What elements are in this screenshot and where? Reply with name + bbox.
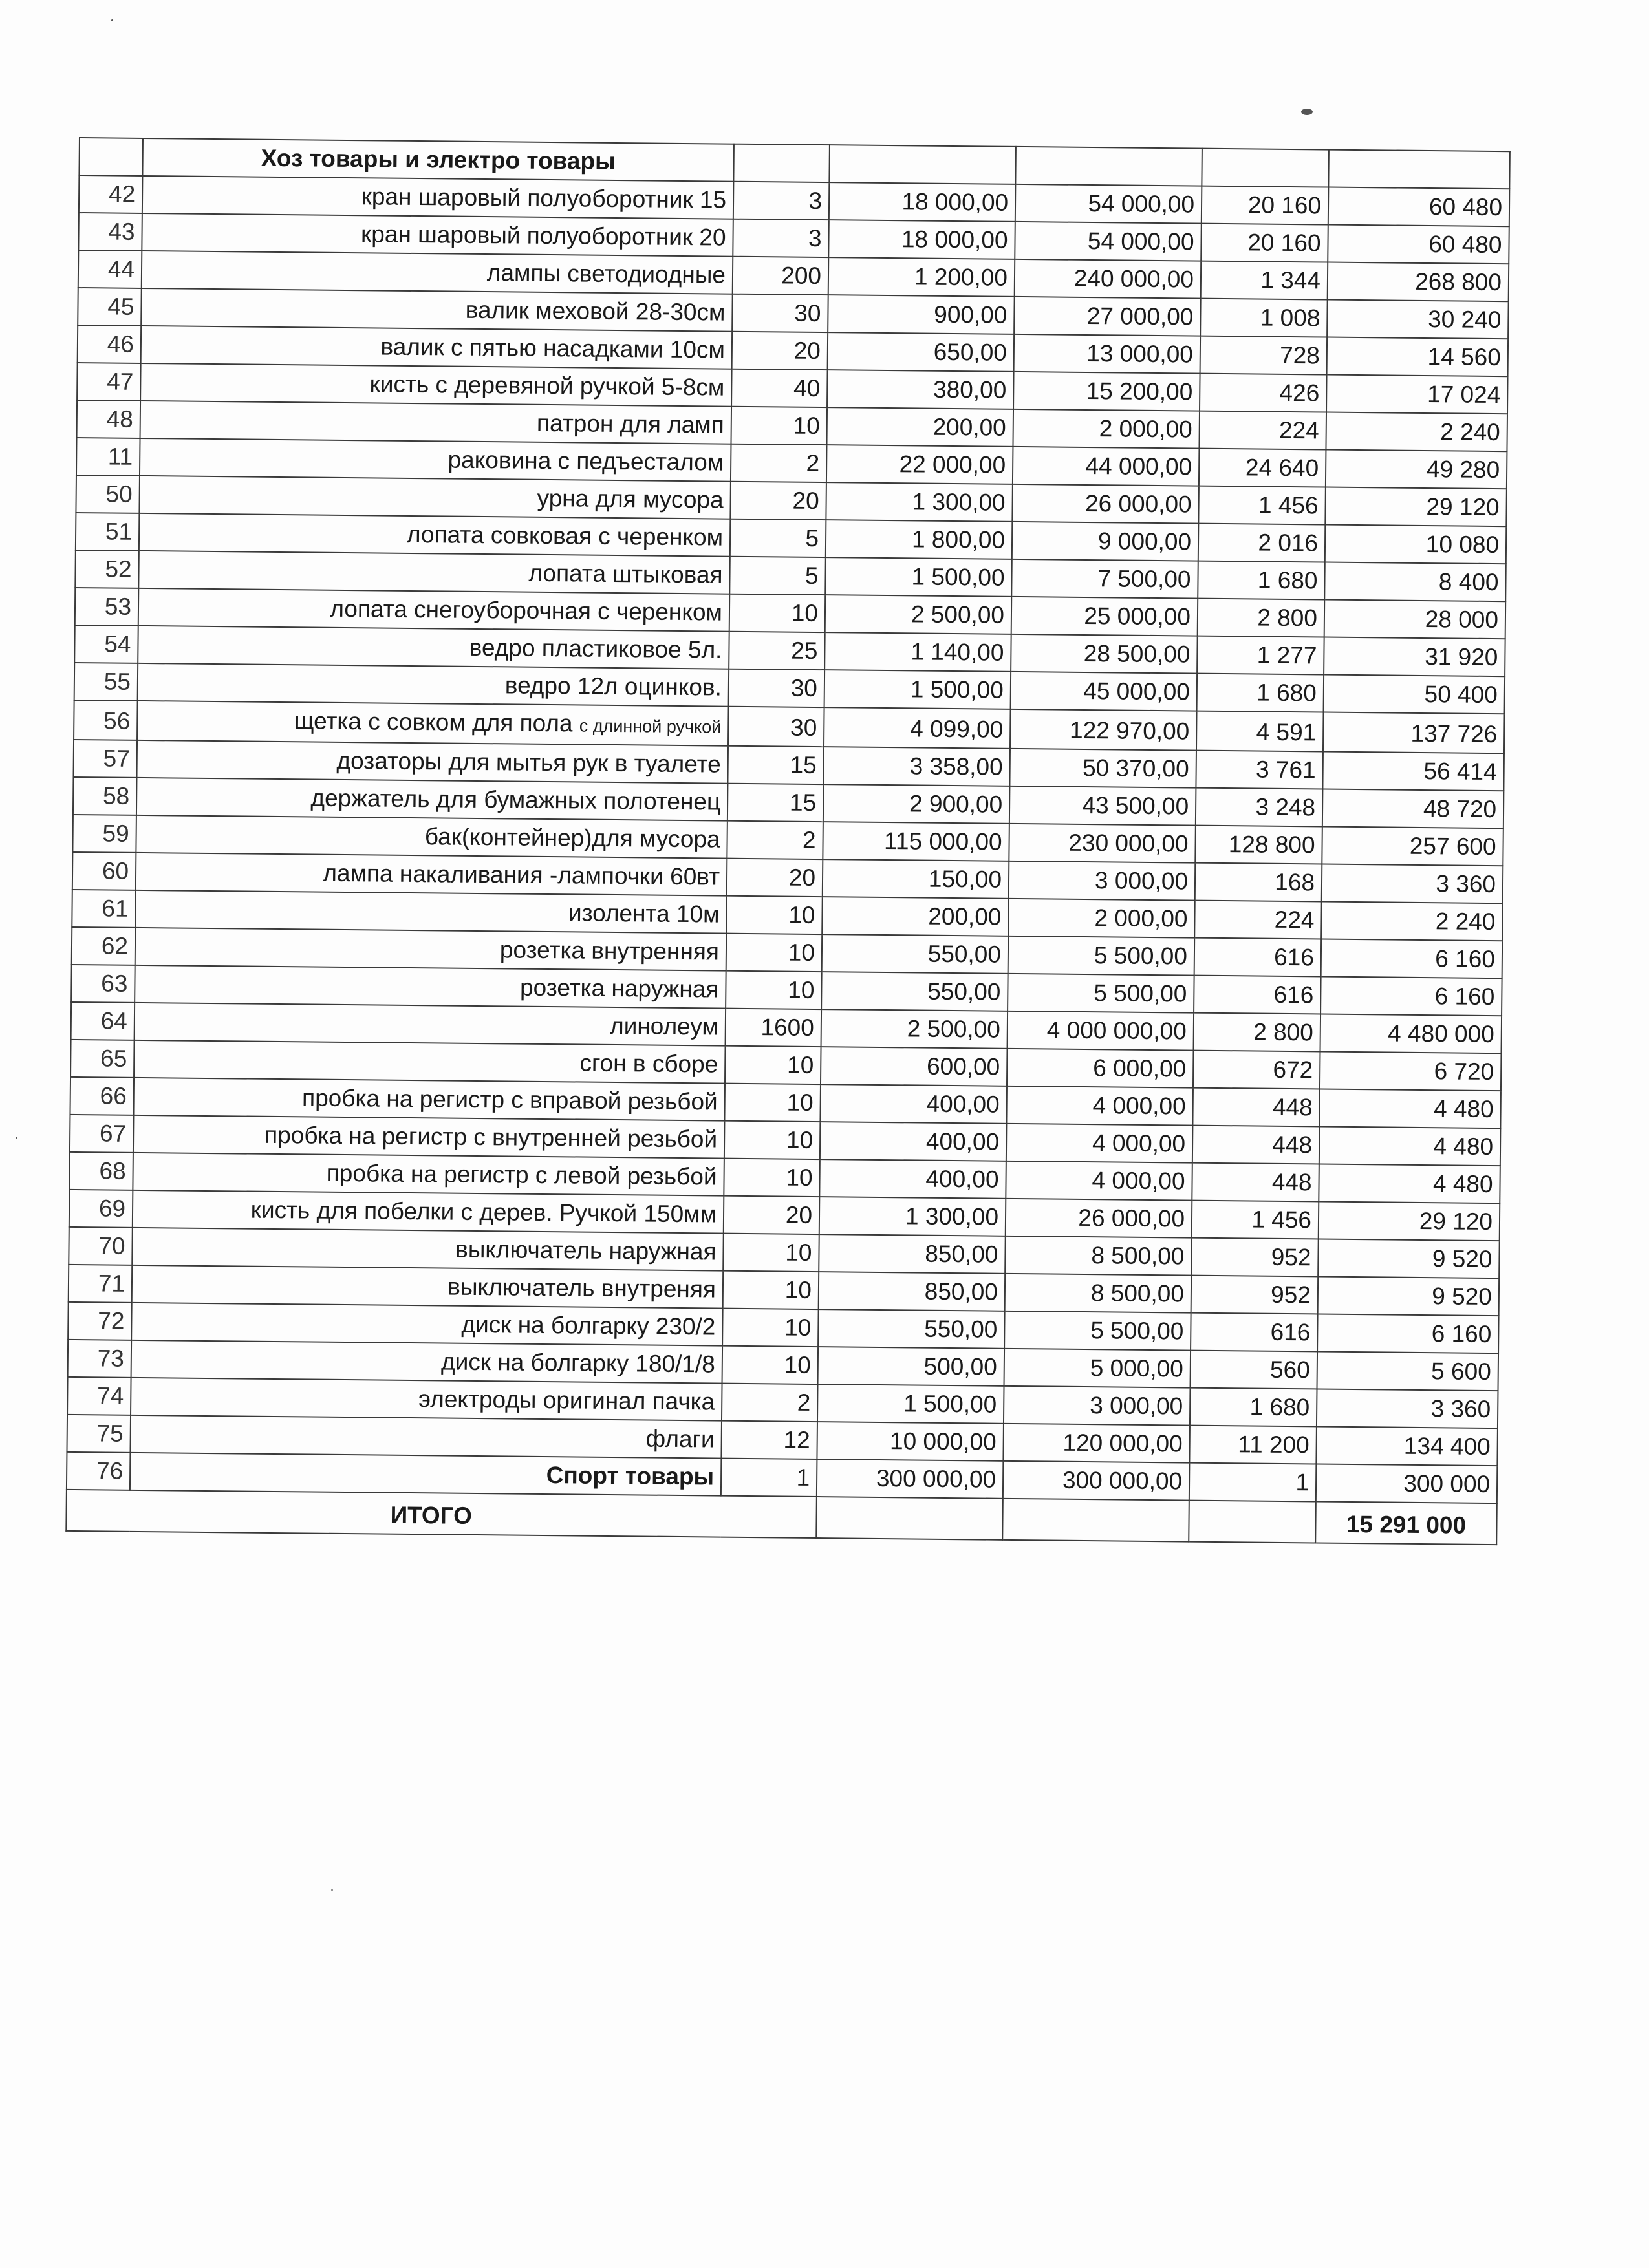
- sum-cell: 4 000 000,00: [1008, 1011, 1194, 1051]
- item-name-cell: лопата совковая с черенком: [139, 513, 731, 557]
- item-name-cell: [137, 701, 729, 746]
- quantity-cell: 10: [724, 1084, 821, 1122]
- quantity-cell: 20: [730, 482, 826, 520]
- unit-price-cell: 150,00: [823, 859, 1009, 899]
- sum-with-markup-cell: 48 720: [1322, 789, 1504, 829]
- item-name-cell: бак(контейнер)для мусора: [136, 815, 727, 859]
- unit-price-cell: 10 000,00: [817, 1422, 1004, 1461]
- unit-price-with-markup-cell: 11 200: [1189, 1426, 1317, 1464]
- unit-price-with-markup-cell: 1 277: [1197, 636, 1324, 675]
- unit-price-cell: 1 500,00: [825, 557, 1012, 597]
- row-number-cell: 56: [74, 700, 138, 740]
- quantity-cell: 10: [725, 1046, 821, 1084]
- quantity-cell: 10: [722, 1309, 819, 1347]
- total-label: ИТОГО: [66, 1490, 817, 1538]
- header-empty-cell: [1202, 149, 1329, 187]
- item-name-text: щетка с совком для пола: [294, 707, 573, 737]
- sum-with-markup-cell: 9 520: [1318, 1239, 1500, 1278]
- item-name-cell: лопата снегоуборочная с черенком: [138, 588, 730, 632]
- unit-price-cell: 18 000,00: [828, 220, 1015, 259]
- unit-price-cell: 1 140,00: [824, 632, 1011, 672]
- row-number-cell: 44: [78, 250, 142, 288]
- sum-cell: 3 000,00: [1004, 1386, 1191, 1426]
- quantity-cell: 10: [726, 971, 822, 1009]
- unit-price-cell: 900,00: [828, 295, 1015, 334]
- row-number-cell: 48: [77, 400, 141, 438]
- item-name-cell: ведро пластиковое 5л.: [138, 626, 729, 669]
- sum-with-markup-cell: 17 024: [1326, 375, 1508, 414]
- quantity-cell: 10: [722, 1346, 819, 1384]
- unit-price-cell: 1 500,00: [824, 670, 1011, 709]
- sum-with-markup-cell: 60 480: [1328, 187, 1510, 227]
- sum-cell: 50 370,00: [1009, 749, 1196, 788]
- header-empty-cell: [1015, 147, 1202, 186]
- unit-price-with-markup-cell: 1 680: [1190, 1388, 1317, 1427]
- quantity-cell: 2: [722, 1384, 818, 1422]
- unit-price-with-markup-cell: 1 344: [1201, 261, 1328, 300]
- sum-cell: 300 000,00: [1003, 1461, 1190, 1501]
- quantity-cell: 10: [724, 1159, 820, 1197]
- sum-cell: 2 000,00: [1008, 899, 1195, 938]
- unit-price-with-markup-cell: 616: [1194, 938, 1322, 977]
- sum-with-markup-cell: 10 080: [1325, 525, 1507, 564]
- sum-cell: 54 000,00: [1015, 184, 1202, 224]
- quantity-cell: 20: [727, 859, 823, 897]
- total-value: 15 291 000: [1315, 1501, 1497, 1545]
- sum-cell: 8 500,00: [1005, 1236, 1192, 1276]
- item-name-cell: кран шаровый полуоборотник 15: [142, 176, 734, 219]
- unit-price-cell: 200,00: [822, 897, 1009, 936]
- quantity-cell: 15: [727, 746, 824, 784]
- item-name-cell: пробка на регистр с вправой резьбой: [133, 1078, 725, 1121]
- quantity-cell: 10: [724, 1121, 821, 1159]
- sum-cell: 5 500,00: [1004, 1311, 1191, 1351]
- item-name-cell: выключатель наружная: [132, 1228, 724, 1271]
- unit-price-with-markup-cell: 168: [1195, 863, 1322, 902]
- scan-speck: [16, 1137, 17, 1139]
- quantity-cell: 25: [729, 632, 825, 670]
- unit-price-cell: 200,00: [826, 407, 1013, 447]
- sum-with-markup-cell: 257 600: [1322, 827, 1503, 866]
- quantity-cell: 30: [729, 669, 825, 707]
- row-number-cell: 59: [72, 815, 136, 853]
- unit-price-with-markup-cell: 952: [1191, 1276, 1319, 1314]
- item-name-cell: ведро 12л оцинков.: [138, 663, 729, 707]
- row-number-cell: 68: [69, 1152, 133, 1190]
- scan-speck: [331, 1889, 333, 1891]
- sum-cell: 13 000,00: [1014, 334, 1201, 374]
- row-number-cell: 43: [78, 213, 142, 251]
- sum-with-markup-cell: 6 160: [1321, 939, 1503, 978]
- quantity-cell: 5: [729, 557, 826, 595]
- sum-with-markup-cell: 4 480: [1319, 1164, 1500, 1203]
- sum-with-markup-cell: 30 240: [1327, 300, 1509, 339]
- sum-with-markup-cell: 4 480: [1319, 1089, 1501, 1128]
- sum-cell: 15 200,00: [1013, 372, 1200, 411]
- row-number-cell: 57: [73, 740, 137, 778]
- sum-with-markup-cell: 2 240: [1321, 902, 1503, 941]
- sum-cell: 2 000,00: [1013, 409, 1200, 449]
- unit-price-with-markup-cell: 1 680: [1198, 561, 1325, 600]
- unit-price-cell: 380,00: [827, 370, 1014, 409]
- sum-cell: 5 500,00: [1008, 974, 1194, 1013]
- item-name-cell: диск на болгарку 180/1/8: [131, 1340, 723, 1384]
- unit-price-cell: 1 300,00: [826, 482, 1013, 522]
- unit-price-with-markup-cell: 1 456: [1198, 486, 1326, 525]
- quantity-cell: 1: [721, 1459, 817, 1497]
- sum-cell: 120 000,00: [1003, 1424, 1190, 1463]
- unit-price-with-markup-cell: 728: [1200, 336, 1328, 375]
- sum-cell: 4 000,00: [1006, 1124, 1193, 1163]
- section-title: Хоз товары и электро товары: [142, 138, 734, 182]
- item-name-cell: выключатель внутреняя: [132, 1265, 724, 1309]
- unit-price-cell: 400,00: [820, 1084, 1007, 1124]
- quantity-cell: 2: [727, 821, 823, 859]
- unit-price-cell: 3 358,00: [823, 747, 1010, 786]
- unit-price-cell: 550,00: [821, 972, 1008, 1011]
- sum-with-markup-cell: 28 000: [1324, 600, 1506, 639]
- unit-price-cell: 115 000,00: [823, 822, 1009, 861]
- sum-cell: 240 000,00: [1015, 259, 1202, 299]
- unit-price-cell: 600,00: [821, 1047, 1008, 1086]
- item-name-cell: держатель для бумажных полотенец: [136, 778, 728, 821]
- unit-price-with-markup-cell: 616: [1191, 1313, 1318, 1352]
- row-number-cell: 52: [75, 550, 139, 588]
- item-name-cell: электроды оригинал пачка: [131, 1378, 722, 1421]
- sum-cell: 45 000,00: [1011, 672, 1198, 711]
- sum-cell: 43 500,00: [1009, 786, 1196, 826]
- item-name-cell: кран шаровый полуоборотник 20: [142, 213, 733, 257]
- sum-cell: 25 000,00: [1011, 597, 1198, 636]
- item-name-cell: Спорт товары: [130, 1453, 722, 1496]
- row-number-cell: 61: [72, 890, 136, 928]
- unit-price-cell: 22 000,00: [826, 445, 1013, 484]
- item-name-cell: флаги: [130, 1415, 722, 1459]
- sum-with-markup-cell: 29 120: [1319, 1201, 1500, 1241]
- total-empty-cell: [816, 1497, 1003, 1540]
- sum-with-markup-cell: 6 160: [1317, 1314, 1499, 1353]
- total-empty-cell: [1002, 1499, 1189, 1542]
- row-number-cell: 62: [72, 927, 136, 965]
- sum-cell: 54 000,00: [1015, 222, 1202, 261]
- unit-price-with-markup-cell: 20 160: [1202, 186, 1329, 225]
- row-number-cell: 75: [67, 1415, 131, 1453]
- sum-cell: 122 970,00: [1010, 709, 1197, 751]
- unit-price-cell: 550,00: [822, 934, 1009, 974]
- sum-cell: 27 000,00: [1014, 297, 1201, 336]
- unit-price-with-markup-cell: 1 456: [1192, 1201, 1319, 1239]
- row-number-cell: 73: [68, 1340, 132, 1378]
- sum-with-markup-cell: 137 726: [1323, 712, 1505, 754]
- row-number-cell: 50: [76, 475, 140, 513]
- row-number-cell: 11: [76, 438, 140, 476]
- item-name-cell: диск на болгарку 230/2: [131, 1303, 723, 1346]
- item-name-cell: сгон в сборе: [134, 1040, 726, 1084]
- unit-price-with-markup-cell: 128 800: [1195, 826, 1322, 864]
- sum-with-markup-cell: 300 000: [1316, 1464, 1498, 1503]
- sum-with-markup-cell: 31 920: [1324, 637, 1505, 677]
- sum-cell: 7 500,00: [1011, 559, 1198, 599]
- unit-price-cell: 500,00: [818, 1347, 1005, 1386]
- item-name-cell: розетка наружная: [135, 965, 726, 1009]
- unit-price-with-markup-cell: 224: [1199, 411, 1326, 450]
- row-number-cell: 45: [78, 288, 142, 326]
- sum-with-markup-cell: 6 720: [1320, 1051, 1502, 1091]
- item-name-note: с длинной ручкой: [579, 716, 722, 737]
- quantity-cell: 5: [730, 519, 826, 557]
- unit-price-with-markup-cell: 3 761: [1196, 751, 1323, 789]
- unit-price-cell: 2 500,00: [825, 595, 1012, 634]
- quantity-cell: 20: [724, 1196, 820, 1234]
- quantity-cell: 10: [726, 934, 823, 972]
- quantity-cell: 20: [732, 332, 828, 370]
- sum-with-markup-cell: 134 400: [1316, 1426, 1498, 1466]
- sum-cell: 9 000,00: [1012, 522, 1199, 561]
- item-name-cell: урна для мусора: [139, 476, 731, 519]
- quantity-cell: 2: [731, 444, 827, 482]
- scan-speck: [111, 19, 113, 21]
- unit-price-with-markup-cell: 224: [1194, 901, 1322, 939]
- unit-price-with-markup-cell: 448: [1192, 1126, 1320, 1164]
- row-number-cell: 53: [75, 588, 139, 626]
- sum-with-markup-cell: 4 480 000: [1320, 1014, 1502, 1053]
- header-empty-cell: [79, 138, 143, 176]
- sum-with-markup-cell: 50 400: [1324, 675, 1505, 714]
- quantity-cell: 10: [731, 407, 827, 445]
- unit-price-cell: 550,00: [818, 1309, 1005, 1349]
- quantity-cell: 10: [723, 1234, 819, 1272]
- sum-cell: 5 500,00: [1008, 936, 1195, 976]
- unit-price-with-markup-cell: 2 800: [1194, 1013, 1321, 1052]
- row-number-cell: 64: [71, 1002, 135, 1040]
- row-number-cell: 51: [76, 513, 140, 551]
- row-number-cell: 54: [74, 625, 138, 663]
- unit-price-with-markup-cell: 448: [1192, 1088, 1320, 1127]
- unit-price-with-markup-cell: 426: [1200, 374, 1327, 412]
- unit-price-cell: 850,00: [819, 1234, 1006, 1274]
- unit-price-with-markup-cell: 1: [1189, 1463, 1317, 1502]
- sum-cell: 5 000,00: [1004, 1349, 1191, 1388]
- quantity-cell: 10: [726, 896, 823, 934]
- sum-with-markup-cell: 9 520: [1318, 1276, 1500, 1316]
- quantity-cell: 10: [723, 1271, 819, 1309]
- total-empty-cell: [1189, 1501, 1316, 1543]
- unit-price-with-markup-cell: 4 591: [1196, 711, 1324, 752]
- sum-with-markup-cell: 49 280: [1326, 450, 1507, 489]
- item-name-cell: раковина с педъесталом: [140, 438, 731, 482]
- row-number-cell: 66: [70, 1077, 134, 1115]
- sum-cell: 4 000,00: [1006, 1086, 1193, 1126]
- row-number-cell: 63: [71, 965, 135, 1003]
- sum-with-markup-cell: 3 360: [1317, 1389, 1498, 1428]
- item-name-cell: кисть с деревяной ручкой 5-8см: [140, 363, 732, 407]
- unit-price-with-markup-cell: 560: [1191, 1351, 1318, 1389]
- item-name-cell: лампы светодиодные: [142, 251, 733, 294]
- item-name-cell: валик с пятью насадками 10см: [141, 326, 733, 369]
- row-number-cell: 42: [79, 175, 143, 213]
- unit-price-with-markup-cell: 616: [1194, 976, 1321, 1014]
- scan-speck: [1301, 109, 1313, 115]
- item-name-cell: лампа накаливания -лампочки 60вт: [136, 853, 727, 896]
- unit-price-cell: 2 500,00: [821, 1009, 1008, 1049]
- sum-cell: 26 000,00: [1012, 484, 1199, 524]
- header-empty-cell: [1328, 150, 1510, 189]
- sum-cell: 3 000,00: [1009, 861, 1196, 901]
- unit-price-with-markup-cell: 448: [1192, 1163, 1319, 1202]
- item-name-cell: розетка внутренняя: [135, 928, 727, 971]
- item-name-cell: линолеум: [135, 1003, 726, 1046]
- row-number-cell: 74: [67, 1377, 131, 1415]
- unit-price-cell: 1 200,00: [828, 257, 1015, 297]
- quantity-cell: 12: [721, 1421, 817, 1459]
- unit-price-cell: 400,00: [819, 1159, 1006, 1199]
- unit-price-with-markup-cell: 20 160: [1201, 224, 1328, 262]
- row-number-cell: 71: [69, 1265, 133, 1303]
- sum-cell: 4 000,00: [1006, 1161, 1192, 1201]
- sum-with-markup-cell: 3 360: [1322, 864, 1503, 904]
- item-name-cell: изолента 10м: [135, 890, 727, 934]
- sum-with-markup-cell: 6 160: [1320, 976, 1502, 1016]
- sum-with-markup-cell: 60 480: [1328, 225, 1509, 264]
- unit-price-cell: 1 300,00: [819, 1197, 1006, 1236]
- item-name-cell: пробка на регистр с левой резьбой: [133, 1153, 724, 1196]
- unit-price-with-markup-cell: 2 016: [1198, 524, 1326, 562]
- row-number-cell: 69: [69, 1190, 133, 1228]
- item-name-cell: кисть для побелки с дерев. Ручкой 150мм: [133, 1190, 724, 1234]
- unit-price-with-markup-cell: 1 680: [1197, 674, 1324, 712]
- quantity-cell: 30: [732, 294, 828, 332]
- sum-cell: 6 000,00: [1007, 1049, 1194, 1088]
- goods-table: [65, 137, 1511, 1545]
- row-number-cell: 46: [78, 325, 142, 363]
- row-number-cell: 70: [69, 1227, 133, 1265]
- unit-price-cell: 650,00: [828, 332, 1015, 372]
- item-name-cell: пробка на регистр с внутренней резьбой: [133, 1115, 725, 1159]
- unit-price-cell: 2 900,00: [823, 784, 1010, 824]
- unit-price-with-markup-cell: 2 800: [1198, 599, 1325, 637]
- sum-cell: 28 500,00: [1011, 634, 1198, 674]
- sum-with-markup-cell: 8 400: [1324, 562, 1506, 602]
- unit-price-cell: 1 800,00: [826, 520, 1013, 559]
- sum-with-markup-cell: 2 240: [1326, 412, 1507, 452]
- quantity-cell: 3: [733, 219, 829, 257]
- unit-price-with-markup-cell: 3 248: [1196, 788, 1323, 827]
- quantity-cell: 10: [729, 594, 826, 632]
- item-name-cell: дозаторы для мытья рук в туалете: [136, 740, 728, 784]
- quantity-cell: 15: [727, 784, 824, 822]
- unit-price-cell: 1 500,00: [817, 1384, 1004, 1424]
- unit-price-cell: 4 099,00: [824, 707, 1011, 749]
- sum-with-markup-cell: 14 560: [1327, 337, 1509, 377]
- header-empty-cell: [829, 145, 1016, 184]
- quantity-cell: 1600: [726, 1009, 822, 1047]
- unit-price-with-markup-cell: 24 640: [1199, 449, 1326, 487]
- quantity-cell: 200: [733, 257, 829, 295]
- unit-price-cell: 18 000,00: [829, 182, 1016, 222]
- sum-cell: 44 000,00: [1013, 447, 1200, 486]
- sum-with-markup-cell: 29 120: [1325, 487, 1507, 527]
- row-number-cell: 58: [73, 777, 137, 815]
- unit-price-with-markup-cell: 672: [1193, 1051, 1320, 1089]
- header-empty-cell: [733, 144, 830, 182]
- row-number-cell: 55: [74, 663, 138, 701]
- sum-cell: 230 000,00: [1009, 824, 1196, 863]
- quantity-cell: 3: [733, 182, 830, 220]
- sum-cell: 26 000,00: [1006, 1199, 1192, 1238]
- item-name-cell: патрон для ламп: [140, 401, 732, 444]
- row-number-cell: 76: [67, 1452, 131, 1490]
- sum-with-markup-cell: 268 800: [1328, 262, 1509, 302]
- row-number-cell: 67: [70, 1115, 134, 1153]
- row-number-cell: 47: [77, 363, 141, 401]
- unit-price-cell: 300 000,00: [817, 1459, 1004, 1499]
- quantity-cell: 40: [731, 369, 828, 407]
- unit-price-with-markup-cell: 1 008: [1200, 299, 1328, 337]
- quantity-cell: 30: [728, 707, 824, 747]
- sum-with-markup-cell: 4 480: [1319, 1126, 1501, 1166]
- row-number-cell: 65: [70, 1040, 135, 1078]
- unit-price-cell: 400,00: [820, 1122, 1007, 1161]
- table-body: [66, 138, 1510, 1545]
- sum-with-markup-cell: 5 600: [1317, 1351, 1498, 1391]
- unit-price-with-markup-cell: 952: [1191, 1238, 1319, 1277]
- item-name-cell: лопата штыковая: [138, 551, 730, 594]
- row-number-cell: 60: [72, 852, 136, 890]
- item-name-cell: валик меховой 28-30см: [141, 288, 733, 332]
- sum-with-markup-cell: 56 414: [1322, 752, 1504, 791]
- unit-price-cell: 850,00: [819, 1272, 1006, 1311]
- row-number-cell: 72: [68, 1302, 132, 1340]
- sum-cell: 8 500,00: [1005, 1274, 1192, 1313]
